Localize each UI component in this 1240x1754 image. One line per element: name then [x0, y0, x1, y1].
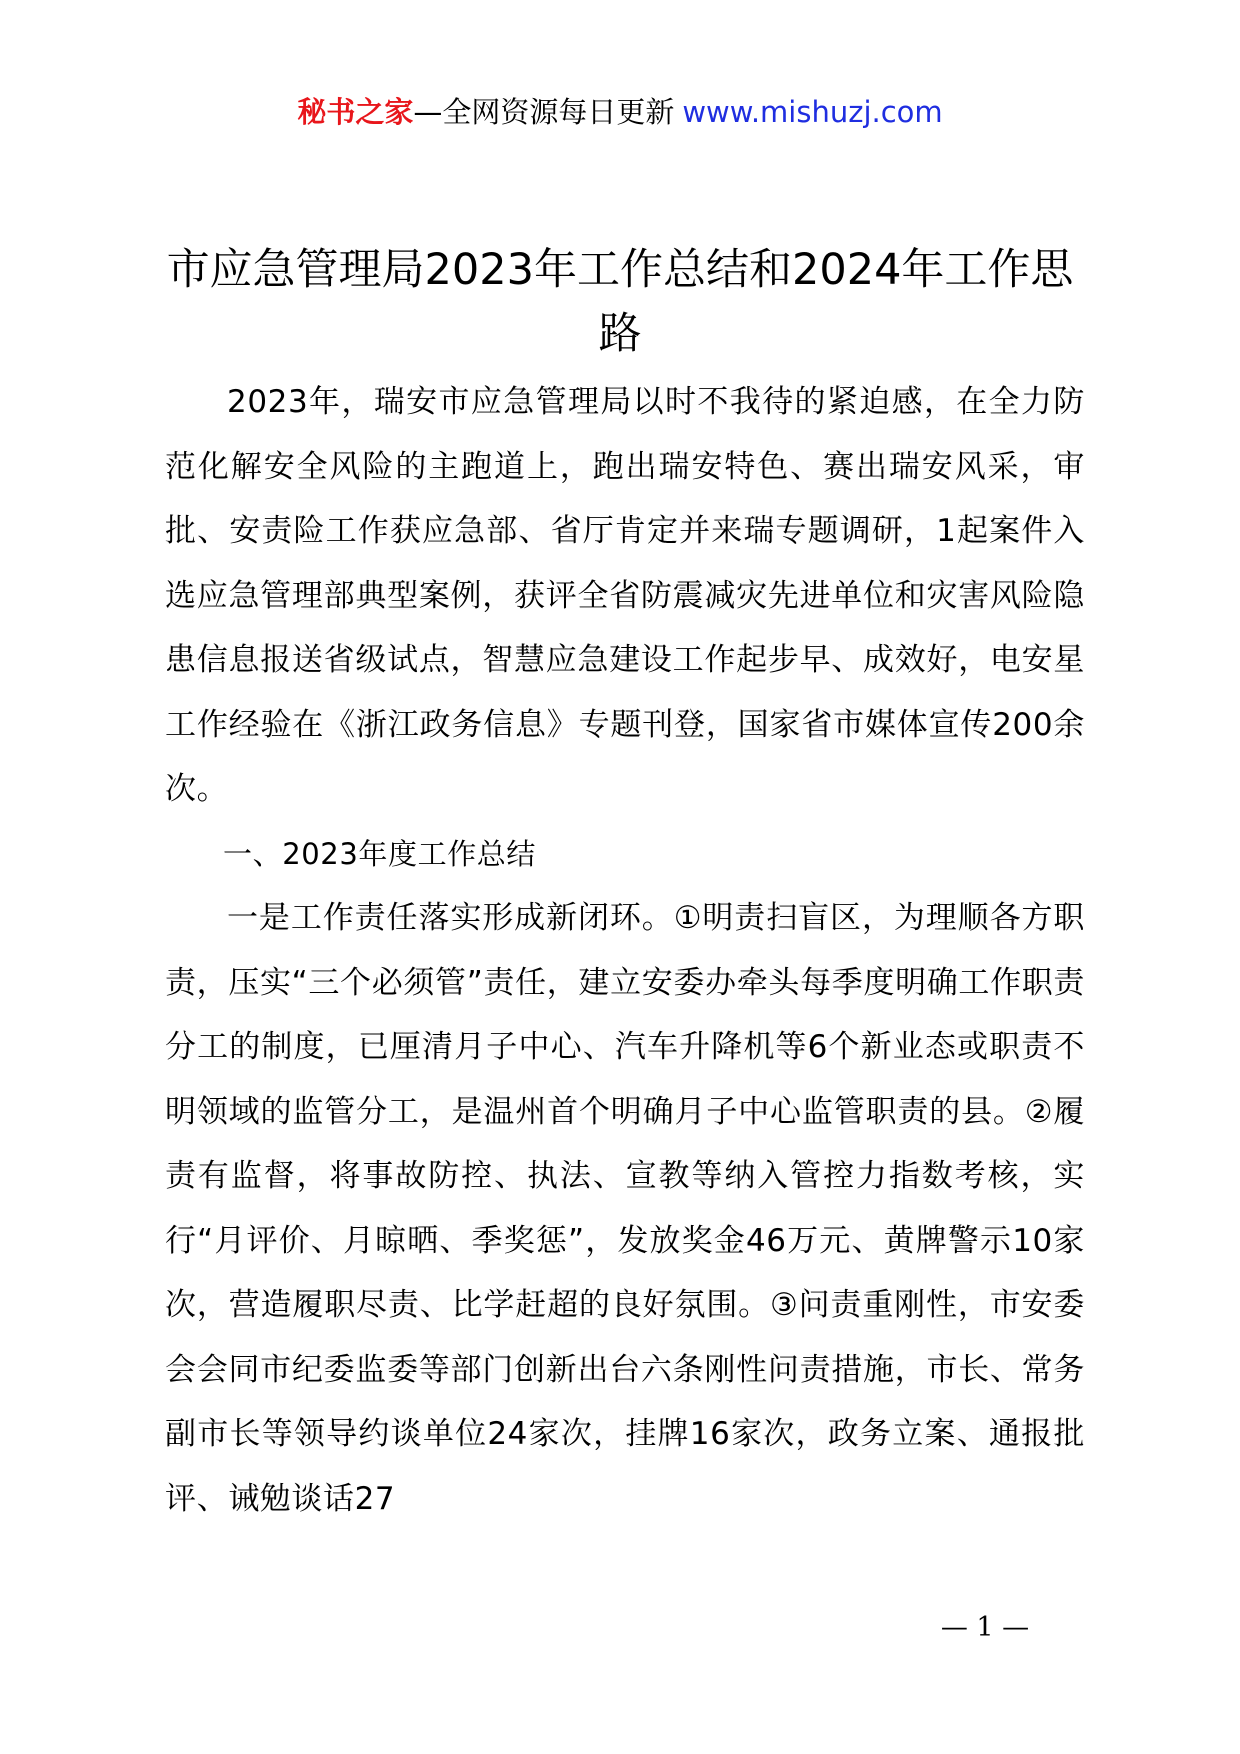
- section-heading: 一、2023年度工作总结: [223, 836, 537, 871]
- banner-brand: 秘书之家: [297, 95, 414, 129]
- document-title: 市应急管理局2023年工作总结和2024年工作思路: [166, 245, 1074, 359]
- document-body: [165, 370, 1085, 1531]
- banner-tagline: —全网资源每日更新: [413, 95, 675, 129]
- page-number: — 1 —: [940, 1612, 1030, 1643]
- site-banner: [0, 92, 1240, 132]
- banner-url-link[interactable]: www.mishuzj.com: [682, 95, 943, 129]
- body-paragraph: 一是工作责任落实形成新闭环。①明责扫盲区，为理顺各方职责，压实“三个必须管”责任，建立安委办牵头每季度明确工作职责分工的制度，已厘清月子中心、汽车升降机等6个新业态或职责不明领域的监管分工，是温州首个明确月子中心监管职责的县。②履责有监督，将事故防控、执法、宣教等纳入管控力指数考核，实行“月评价、月晾晒、季奖惩”，发放奖金46万元、黄牌警示10家次，营造履职尽责、比学赶超的良好氛围。③问责重刚性，市安委会会同市纪委监委等部门创新出台六条刚性问责措施，市长、常务副市长等领导约谈单位24家次，挂牌16家次，政务立案、通报批评、诫勉谈话27: [165, 900, 1085, 1517]
- intro-paragraph: 2023年，瑞安市应急管理局以时不我待的紧迫感，在全力防范化解安全风险的主跑道上，跑出瑞安特色、赛出瑞安风采，审批、安责险工作获应急部、省厅肯定并来瑞专题调研，1起案件入选应急管理部典型案例，获评全省防震减灾先进单位和灾害风险隐患信息报送省级试点，智慧应急建设工作起步早、成效好，电安星工作经验在《浙江政务信息》专题刊登，国家省市媒体宣传200余次。: [165, 384, 1085, 807]
